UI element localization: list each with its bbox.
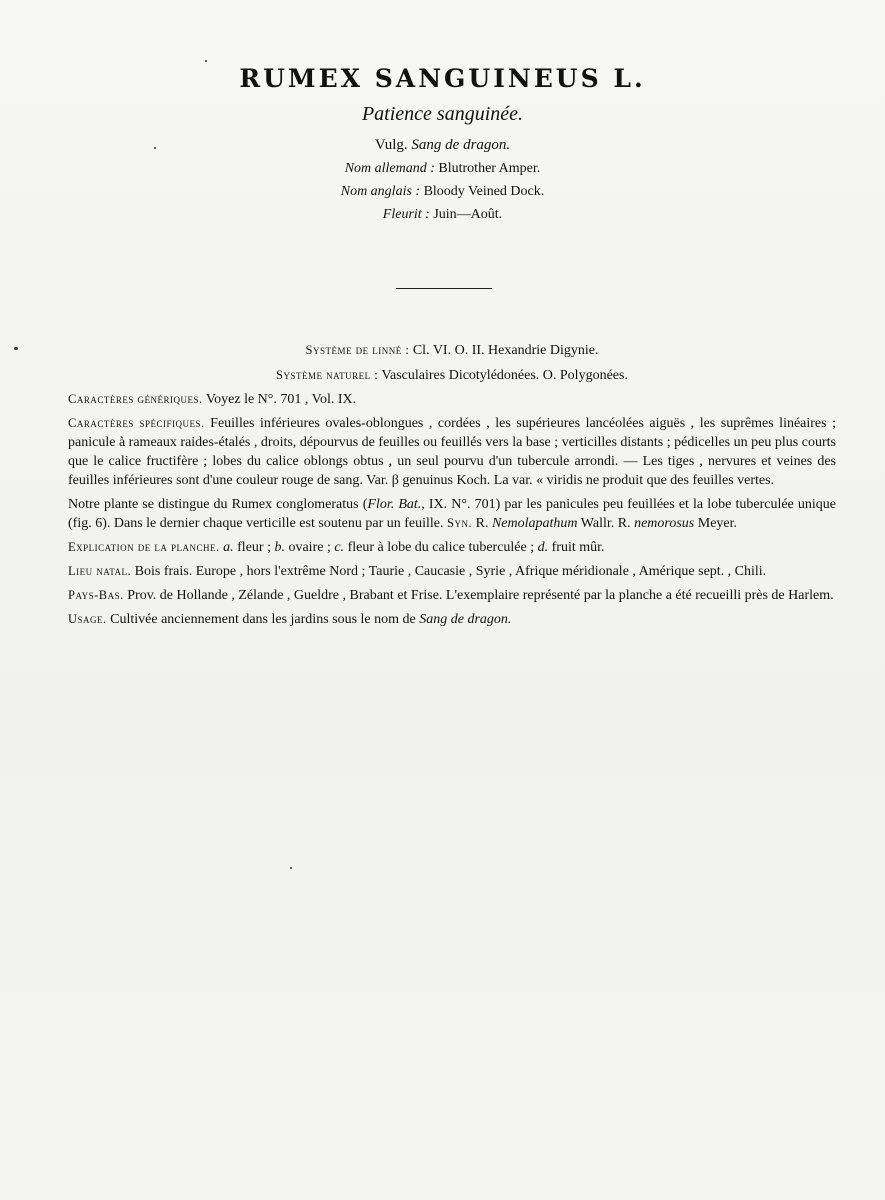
- flowering-period: [0, 203, 885, 226]
- usage-label: Usage.: [68, 612, 107, 626]
- native-habitat: [68, 562, 836, 581]
- comparison-text: Notre plante se distingue du Rumex conglomeratus (: [68, 497, 368, 512]
- header: [0, 62, 885, 226]
- english-value: Bloody Veined Dock.: [423, 184, 545, 199]
- netherlands-text: Prov. de Hollande , Zélande , Gueldre , Brabant et Frise. L'exemplaire représenté par la planche a été recueilli près de Harlem.: [127, 588, 834, 603]
- usage-paragraph: [68, 610, 836, 629]
- vulgar-value: Sang de dragon.: [411, 137, 511, 153]
- comparison-paragraph: [68, 495, 836, 533]
- plate-explanation: [68, 538, 836, 557]
- flowering-value: Juin—Août.: [433, 207, 503, 222]
- usage-name: Sang de dragon.: [419, 612, 512, 627]
- netherlands-label: Pays-Bas.: [68, 588, 124, 602]
- english-name: [0, 180, 885, 203]
- synonym-label: Syn.: [447, 516, 473, 530]
- figure-caption: fleur ;: [237, 540, 271, 555]
- explanation-label: Explication de la planche.: [68, 540, 220, 554]
- generic-label: Caractères génériques.: [68, 392, 203, 406]
- figure-caption: fleur à lobe du calice tuberculée ;: [347, 540, 535, 555]
- generic-value: Voyez le N°. 701 , Vol. IX.: [205, 392, 357, 407]
- english-label: Nom anglais :: [340, 184, 421, 199]
- german-value: Blutrother Amper.: [438, 161, 541, 176]
- netherlands-distribution: [68, 586, 836, 605]
- habitat-text: Bois frais. Europe , hors l'extrême Nord ; Taurie , Caucasie , Syrie , Afrique méridionale , Amérique sept. , Chili.: [134, 564, 767, 579]
- vulgar-name: [0, 134, 885, 157]
- flora-reference: Flor. Bat.: [367, 497, 422, 512]
- specific-characters: [68, 414, 836, 490]
- natural-label: Système naturel :: [276, 368, 379, 382]
- paper-speck: [290, 867, 292, 869]
- french-name: Patience sanguinée.: [361, 103, 524, 125]
- habitat-label: Lieu natal.: [68, 564, 132, 578]
- linne-value: Cl. VI. O. II. Hexandrie Digynie.: [412, 343, 599, 358]
- natural-value: Vasculaires Dicotylédonées. O. Polygonées.: [381, 368, 628, 383]
- usage-text: Cultivée anciennement dans les jardins sous le nom de: [110, 612, 416, 627]
- figure-letter: d.: [537, 540, 549, 555]
- section-divider: [396, 288, 492, 289]
- german-label: Nom allemand :: [344, 161, 435, 176]
- figure-letter: c.: [334, 540, 345, 555]
- synonym-name: nemorosus: [634, 516, 695, 531]
- comparison-text-continued: , IX. N°. 701) par les panicules peu feuillées et la lobe tuberculée unique (fig. 6). Dans le dernier chaque verticille est soutenu par un feuille.: [68, 497, 836, 531]
- figure-caption: fruit mûr.: [551, 540, 605, 555]
- specific-text: Feuilles inférieures ovales-oblongues , cordées , les supérieures lancéolées aiguës , les suprêmes linéaires ; panicule à rameaux raides-étalés , droits, dépourvus de feuilles ou feuillés vers la base ; verticilles distants ; pédicelles un peu plus courts que le calice fructifère ; lobes du calice oblongs obtus , un seul pourvu d'un tubercule arrondi. — Les tiges , nervures et veines des feuilles inférieures sont d'une couleur rouge de sang. Var. β genuinus Koch. La var. « viridis ne produit que des feuilles vertes.: [68, 416, 837, 488]
- generic-characters: [68, 390, 836, 409]
- vulgar-label: Vulg.: [374, 137, 408, 153]
- german-name: [0, 157, 885, 180]
- synonym-name: Nemolapathum: [491, 516, 578, 531]
- specific-label: Caractères spécifiques.: [68, 416, 205, 430]
- linne-system: [68, 340, 836, 361]
- figure-letter: b.: [274, 540, 285, 555]
- linne-label: Système de linné :: [305, 343, 410, 357]
- synonym-text: Wallr. R.: [580, 516, 631, 531]
- natural-system: [68, 365, 836, 386]
- figure-caption: ovaire ;: [288, 540, 331, 555]
- page-title: RUMEX SANGUINEUS L.: [239, 64, 646, 93]
- figure-letter: a.: [223, 540, 234, 555]
- paper-speck: [14, 347, 18, 350]
- flowering-label: Fleurit :: [382, 207, 430, 222]
- synonym-text: R.: [475, 516, 489, 531]
- main-text: [68, 340, 836, 634]
- synonym-text: Meyer.: [697, 516, 738, 531]
